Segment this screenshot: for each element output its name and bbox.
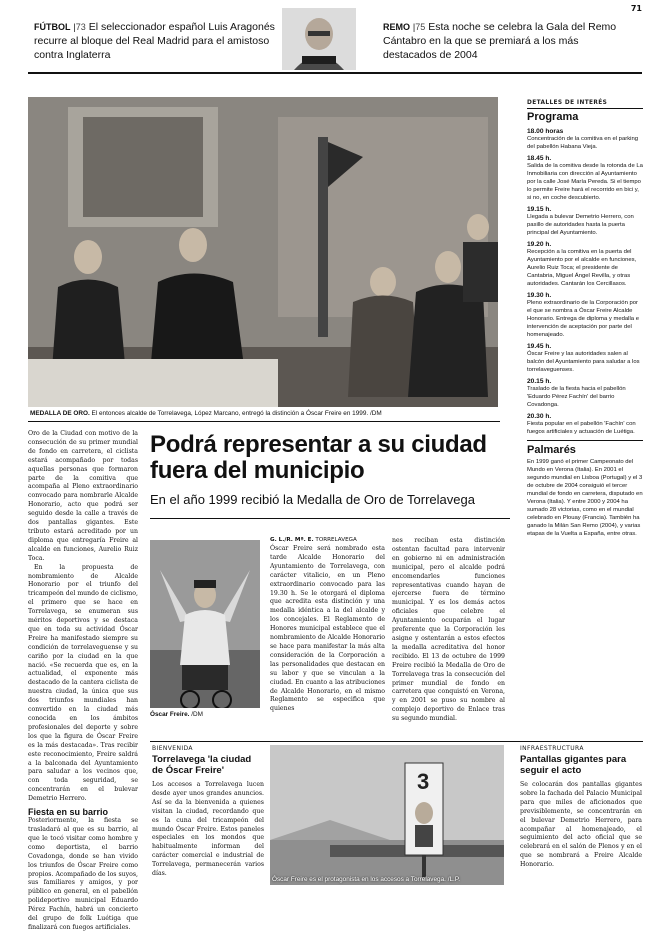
palmares-title: Palmarés xyxy=(527,444,576,456)
main-photo xyxy=(28,97,498,407)
schedule-item: 19.45 h. Óscar Freire y las autoridades salen al balcón del Ayuntamiento para saludar a los torrelaveguenses. xyxy=(527,343,640,373)
caption-credit: /DM xyxy=(191,711,203,718)
paragraph: Posteriormente, la fiesta se trasladará al que es su barrio, al que le tocó visitar como hombre y como deportista, el barrio Covadonga, donde se han vivido los triunfos de Óscar Freire como propios. Acompañado de los suyos, sus familiares y amigos, y por público en general, en el pabellón polideportivo municipal Eduardo Pérez Fachín, habrá un concierto del grupo de folk Luétiga que finalizará con fuegos artificiales. xyxy=(28,817,138,931)
sidebar xyxy=(527,100,643,542)
teaser-text: El seleccionador español Luis Aragonés recurre al bloque del Real Madrid para el amistoso contra Inglaterra xyxy=(34,21,275,61)
billboard-photo xyxy=(270,745,504,885)
schedule-item: 18.45 h. Salida de la comitiva desde la rotonda de La Inmobiliaria con dirección al Ayuntamiento por la calle José María Pereda. Si el tiempo lo permite Freire hará el recorrido en bici y, si no, en coche descubierto. xyxy=(527,155,643,201)
dateline: TORRELAVEGA xyxy=(315,537,357,543)
box-title: Torrelavega 'la ciudad de Óscar Freire' xyxy=(152,754,252,776)
teaser-futbol[interactable]: FÚTBOL |73 El seleccionador español Luis Aragonés recurre al bloque del Real Madrid para el amistoso contra Inglaterra xyxy=(34,21,275,61)
article-column-right xyxy=(392,537,505,724)
box-kicker: INFRAESTRUCTURA xyxy=(520,745,584,752)
teaser-remo[interactable]: REMO |75 Esta noche se celebra la Gala del Remo Cántabro en la que se premiará a los más destacados de 2004 xyxy=(383,21,617,61)
cyclist-photo xyxy=(150,540,260,708)
headline: Podrá representar a su ciudad fuera del municipio xyxy=(150,431,487,484)
schedule-item: 19.30 h. Pleno extraordinario de la Corporación por el que se nombra a Óscar Freire Alcalde Honorario. Entrega de diploma y medalla e intervención de aceptación por parte del homenajeado. xyxy=(527,292,639,338)
caption-text: El entonces alcalde de Torrelavega, López Marcano, entregó la distinción a Óscar Freire en 1999. /DM xyxy=(91,410,382,417)
schedule-item: 20.30 h. Fiesta popular en el pabellón 'Fachín' con fuegos artificiales y actuación de Luétiga. xyxy=(527,413,636,435)
subheadline: En el año 1999 recibió la Medalla de Oro de Torrelavega xyxy=(150,492,475,507)
bottom-left-box xyxy=(152,745,264,879)
section-subhead: Fiesta en su barrio xyxy=(28,807,109,818)
sidebar-kicker: DETALLES DE INTERÉS xyxy=(527,100,608,106)
box-kicker: BIENVENIDA xyxy=(152,745,193,752)
coach-portrait-icon xyxy=(282,8,356,70)
teaser-section: FÚTBOL xyxy=(34,22,71,32)
billboard-caption: Óscar Freire es el protagonista en los accesos a Torrelavega. /L.P. xyxy=(272,876,461,883)
teaser-page: 75 xyxy=(415,22,426,32)
schedule-item: 19.20 h. Recepción a la comitiva en la puerta del Ayuntamiento por el alcalde en funciones, Aurelio Ruiz Toca; el presidente de Cantabria, Miguel Ángel Revilla, y otras autoridades. Cantarán los Cercillasos. xyxy=(527,241,637,287)
teaser-photo xyxy=(282,8,356,70)
sidebar-rule xyxy=(527,108,643,109)
header-rule xyxy=(28,72,642,74)
schedule-list xyxy=(527,128,643,436)
schedule-item: 19.15 h. Llegada a bulevar Demetrio Herrero, con pasillo de autoridades hasta la puerta principal del Ayuntamiento. xyxy=(527,206,634,236)
box-title: Pantallas gigantes para seguir el acto xyxy=(520,754,627,776)
cyclist-icon xyxy=(150,540,260,708)
main-photo-caption xyxy=(30,410,500,417)
paragraph: Los accesos a Torrelavega lucen desde ayer unos grandes anuncios. Así se da la bienvenida a quienes visitan la ciudad, recordando que es la cuna del tricampeón del mundo Óscar Freire. Estos paneles especiales en los mondos que habitualmente informan del carácter comercial e industrial de Torrelavega, permanecerán varios días. xyxy=(152,781,264,878)
sidebar-rule xyxy=(527,440,643,441)
caption-label: Óscar Freire. xyxy=(150,711,190,718)
schedule-item: 20.15 h. Traslado de la fiesta hacia el pabellón 'Eduardo Pérez Fachín' del barrio Covadonga. xyxy=(527,378,626,408)
paragraph: En la propuesta de nombramiento de Alcalde Honorario por el triunfo del tricampeón del mundo de ciclismo, el primero que se hace en Torrelavega, se enumeran sus méritos deportivos y se destaca que en toda su actividad Óscar Freire ha manifestado siempre su condición de torrelaveguense y su cariño por la ciudad en la que nació. «Se recuerda que es, en la actualidad, el exponente más destacado de la cantera ciclista de nuestra ciudad, la única que sus dos triunfos mundiales han convertido en la ciudad más conocida en los ámbitos profesionales del deporte y sobre los que la figura de Óscar Freire es la más destacada». Tras recibir este reconocimiento, Freire saldrá a la balconada del Ayuntamiento para saludar a los vecinos que, con toda seguridad, se concentrarán en el bulevar Demetrio Herrero. xyxy=(28,563,138,803)
billboard-icon xyxy=(270,745,504,885)
article-column-left xyxy=(28,430,138,933)
billboard-number: 3 xyxy=(417,769,430,794)
sidebar-title: Programa xyxy=(527,111,579,123)
paragraph: Óscar Freire será nombrado esta tarde Alcalde Honorario del Ayuntamiento de Torrelavega, con carácter vitalicio, en un Pleno extraordinario convocado para las 19.30 h. Se le otorgará el diploma que acredita esta distinción y una medalla idéntica a la del alcalde y los concejales. El Reglamento de Honores municipal establece que el nombramiento de Alcalde Honorario se hace para manifestar la más alta consideración de la Corporación a las personalidades que destacan en su labor y que se vinculan a la ciudad. En cuanto a las atribuciones de Alcalde Honorario, en el mismo Reglamento se especifica que quienes xyxy=(270,545,385,713)
caption-label: MEDALLA DE ORO. xyxy=(30,410,90,417)
ceremony-photo-icon xyxy=(28,97,498,407)
teaser-section: REMO xyxy=(383,22,410,32)
article-column-mid xyxy=(270,537,385,714)
palmares-text: En 1999 ganó el primer Campeonato del Mundo en Verona (Italia). En 2001 el segundo mundial en Lisboa (Portugal) y el 3 de octubre de 2004 consiguió el tercer mundial de fondo en carretera, disputado en Verona (Italia). Y entre 2000 y 2004 ha sumado 28 victorias, como en el mundial celebrado en Plouay (Francia). También ha ganado la Milán San Remo (2004), y varias etapas de la Vuelta a España, entre otras. xyxy=(527,459,643,537)
teaser-text: Esta noche se celebra la Gala del Remo Cántabro en la que se premiará a los más destacados de 2004 xyxy=(383,21,617,61)
schedule-item: 18.00 horas Concentración de la comitiva en el parking del pabellón Habana Vieja. xyxy=(527,128,639,150)
teaser-page: 73 xyxy=(75,22,86,32)
page-number: 71 xyxy=(630,4,642,13)
paragraph: Oro de la Ciudad con motivo de la consecución de su primer mundial de fondo en carretera, el ciclista estará acompañado por todas aquellas personas que formaron parte de la comitiva que acompaña al Pleno extraordinario convocado para nombrarle Alcalde Honorario, acto que podrá ser seguido desde la calle a través de dos pantallas gigantes. Este tributo estará acreditado por un diploma que entregaría Freire al alcalde en funciones, Aurelio Ruiz Toca. xyxy=(28,430,138,562)
byline: G. L./R. Mª. E. xyxy=(270,537,314,543)
cyclist-photo-caption xyxy=(150,711,260,718)
bottom-band-rule xyxy=(150,741,643,742)
paragraph: Se colocarán dos pantallas gigantes sobre la fachada del Palacio Municipal para que miles de aficionados que previsiblemente, se concentrarán en el bulevar Demetrio Herrero, para acompañar al homenajeado, el seguimiento del acto oficial que se celebrará en el salón de Plenos y en el que se nombrará a Freire Alcalde Honorario. xyxy=(520,781,642,869)
bottom-right-box xyxy=(520,745,642,870)
paragraph: nes reciban esta distinción ostentan facultad para intervenir en gobierno ni en administración municipal, pero el alcalde podrá encomendarles funciones representativas cuando hayan de ejercerse fuera de término municipal. Y es los demás actos oficiales que celebre el Ayuntamiento ocuparán el lugar preferente que la Corporación les asigne y ostentarán a estos efectos la medalla acreditativa del honor recibido. El 13 de octubre de 1999 Freire recibió la Medalla de Oro de Torrelavega tras la consecución del primer mundial de fondo en carretera que conquistó en Verona, y en 2001 se puso su nombre al complejo deportivo de Enlace tras su segundo mundial. xyxy=(392,537,505,723)
photo-caption-rule xyxy=(28,421,500,422)
headline-rule xyxy=(150,518,510,519)
